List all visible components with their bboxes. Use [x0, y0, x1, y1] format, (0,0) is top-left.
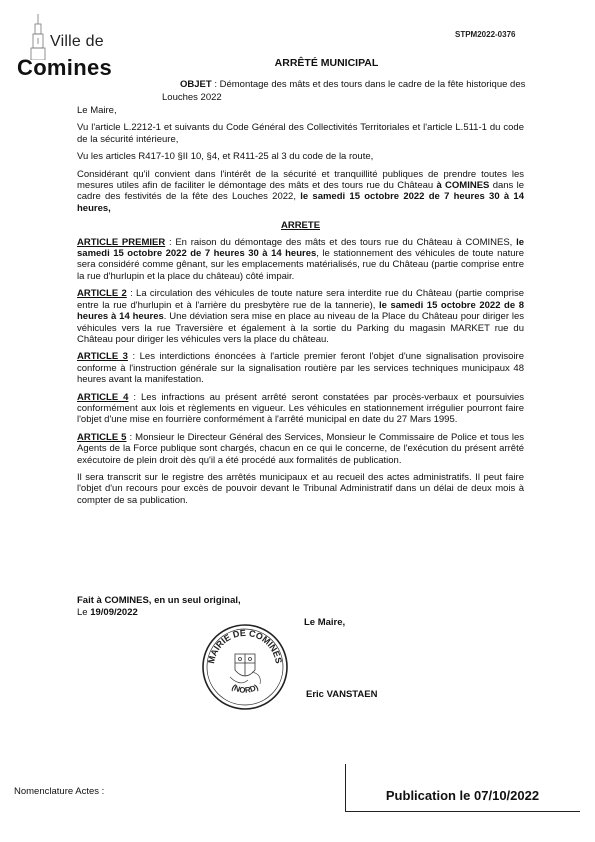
- article-text: : En raison du démontage des mâts et des tours rue du Château à COMINES,: [165, 236, 517, 248]
- document-body: [77, 105, 524, 512]
- fait-line: Fait à COMINES, en un seul original,: [77, 595, 241, 606]
- fait-block: [77, 595, 241, 619]
- considerant-place: à COMINES: [436, 180, 490, 192]
- svg-text:(NORD): [230, 682, 260, 694]
- article-text: : Les interdictions énoncées à l'article premier feront l'objet d'une signalisation provisoire conforme à l'instruction générale sur la signalisation routière par les services techniques municipaux 48 heures avant la manifestation.: [77, 351, 524, 386]
- date-prefix: Le: [77, 607, 91, 618]
- logo-line2: Comines: [17, 55, 113, 80]
- article-label: ARTICLE 2: [77, 288, 127, 300]
- article-date: le samedi 15 octobre 2022 de 7 heures 30 à 14 heures: [77, 236, 524, 260]
- arrete-heading: ARRETE: [280, 220, 321, 232]
- article-premier: [77, 237, 524, 283]
- article-text: : Monsieur le Directeur Général des Services, Monsieur le Commissaire de Police et tous les Agents de la Force publique sont chargés, chacun en ce qui le concerne, de l'exécution du présent arrêté exécutoire de plein droit dès qu'il a été procédé aux formalités de publication.: [77, 431, 524, 466]
- article-date: le samedi 15 octobre 2022 de 8 heures à 14 heures: [77, 299, 524, 323]
- objet-block: [162, 78, 532, 104]
- article-5: [77, 432, 524, 466]
- considerant-date: le samedi 15 octobre 2022 de 7 heures 30 à 14 heures,: [77, 191, 524, 214]
- article-text: , le stationnement des véhicules de toute nature sera considéré comme gênant, sur les emplacements matérialisés, rue du Château (partie comprise entre la rue d'hurlupin et la place du château) côté impair.: [77, 248, 525, 282]
- mayor-name: Eric VANSTAEN: [306, 689, 378, 700]
- article-2: [77, 288, 524, 345]
- article-4: [77, 392, 524, 426]
- maire-label: Le Maire,: [304, 617, 346, 628]
- objet-text: : Démontage des mâts et des tours dans le cadre de la fête historique des Louches 2022: [162, 79, 526, 103]
- article-label: ARTICLE 3: [77, 351, 128, 363]
- publication-date: Publication le 07/10/2022: [385, 788, 540, 803]
- article-text: : La circulation des véhicules de toute nature sera interdite rue du Château (partie comprise entre la rue d'hurlupin et à l'arrière du presbytère rue de la tannerie),: [77, 288, 524, 311]
- article-label: ARTICLE 4: [77, 391, 129, 403]
- document-title: ARRÊTÉ MUNICIPAL: [274, 57, 379, 69]
- logo-line1: Ville de: [50, 33, 104, 50]
- article-text: : Les infractions au présent arrêté seront constatées par procès-verbaux et poursuivies conformément aux lois et règlements en vigueur. Les véhicules en stationnement irrégulier pourront faire l'objet d'une mise en fourrière conformément à l'arrêté municipal en date du 27 Mars 1995.: [77, 391, 525, 426]
- article-3: [77, 351, 524, 385]
- belfry-icon: [30, 14, 46, 60]
- document-reference: STPM2022-0376: [455, 30, 516, 39]
- mairie-stamp: [200, 622, 290, 712]
- considerant-paragraph: [77, 169, 524, 215]
- fait-date-line: [77, 607, 241, 619]
- coat-of-arms-icon: [235, 654, 255, 676]
- vu-paragraph-2: Vu les articles R417-10 §II 10, §4, et R411-25 al 3 du code de la route,: [77, 151, 374, 163]
- closing-paragraph: Il sera transcrit sur le registre des arrêtés municipaux et au recueil des actes administratifs. Il peut faire l'objet d'un recours pour excès de pouvoir devant le Tribunal Administratif dans un délai de deux mois à compter de sa publication.: [77, 471, 524, 506]
- considerant-text: Considérant qu'il convient dans l'intérêt de la sécurité et tranquillité publiques de prendre toutes les mesures utiles afin de faciliter le démontage des mâts et des tours rue du Château: [77, 168, 524, 192]
- stamp-text-top: MAIRIE DE COMINES: [206, 627, 284, 665]
- signing-date: 19/09/2022: [90, 607, 138, 618]
- nomenclature-label: Nomenclature Actes :: [14, 786, 105, 797]
- article-label: ARTICLE 5: [77, 431, 127, 443]
- article-label: ARTICLE PREMIER: [77, 236, 166, 248]
- objet-label: OBJET: [180, 79, 212, 90]
- article-text: . Une déviation sera mise en place au niveau de la Place du Château pour diriger les véhicules vers la rue Traversière et également à la sortie du Parking du magasin MARKET rue du Château pour diriger les véhicules vers la place du château.: [77, 311, 524, 345]
- vu-paragraph-1: Vu l'article L.2212-1 et suivants du Code Général des Collectivités Territoriales et l'article L.511-1 du code de la sécurité intérieure,: [77, 122, 524, 145]
- stamp-text-bottom: (NORD): [230, 682, 260, 695]
- considerant-text-2: dans le cadre des festivités de la fête des Louches 2022,: [77, 180, 524, 203]
- salutation: Le Maire,: [77, 105, 117, 116]
